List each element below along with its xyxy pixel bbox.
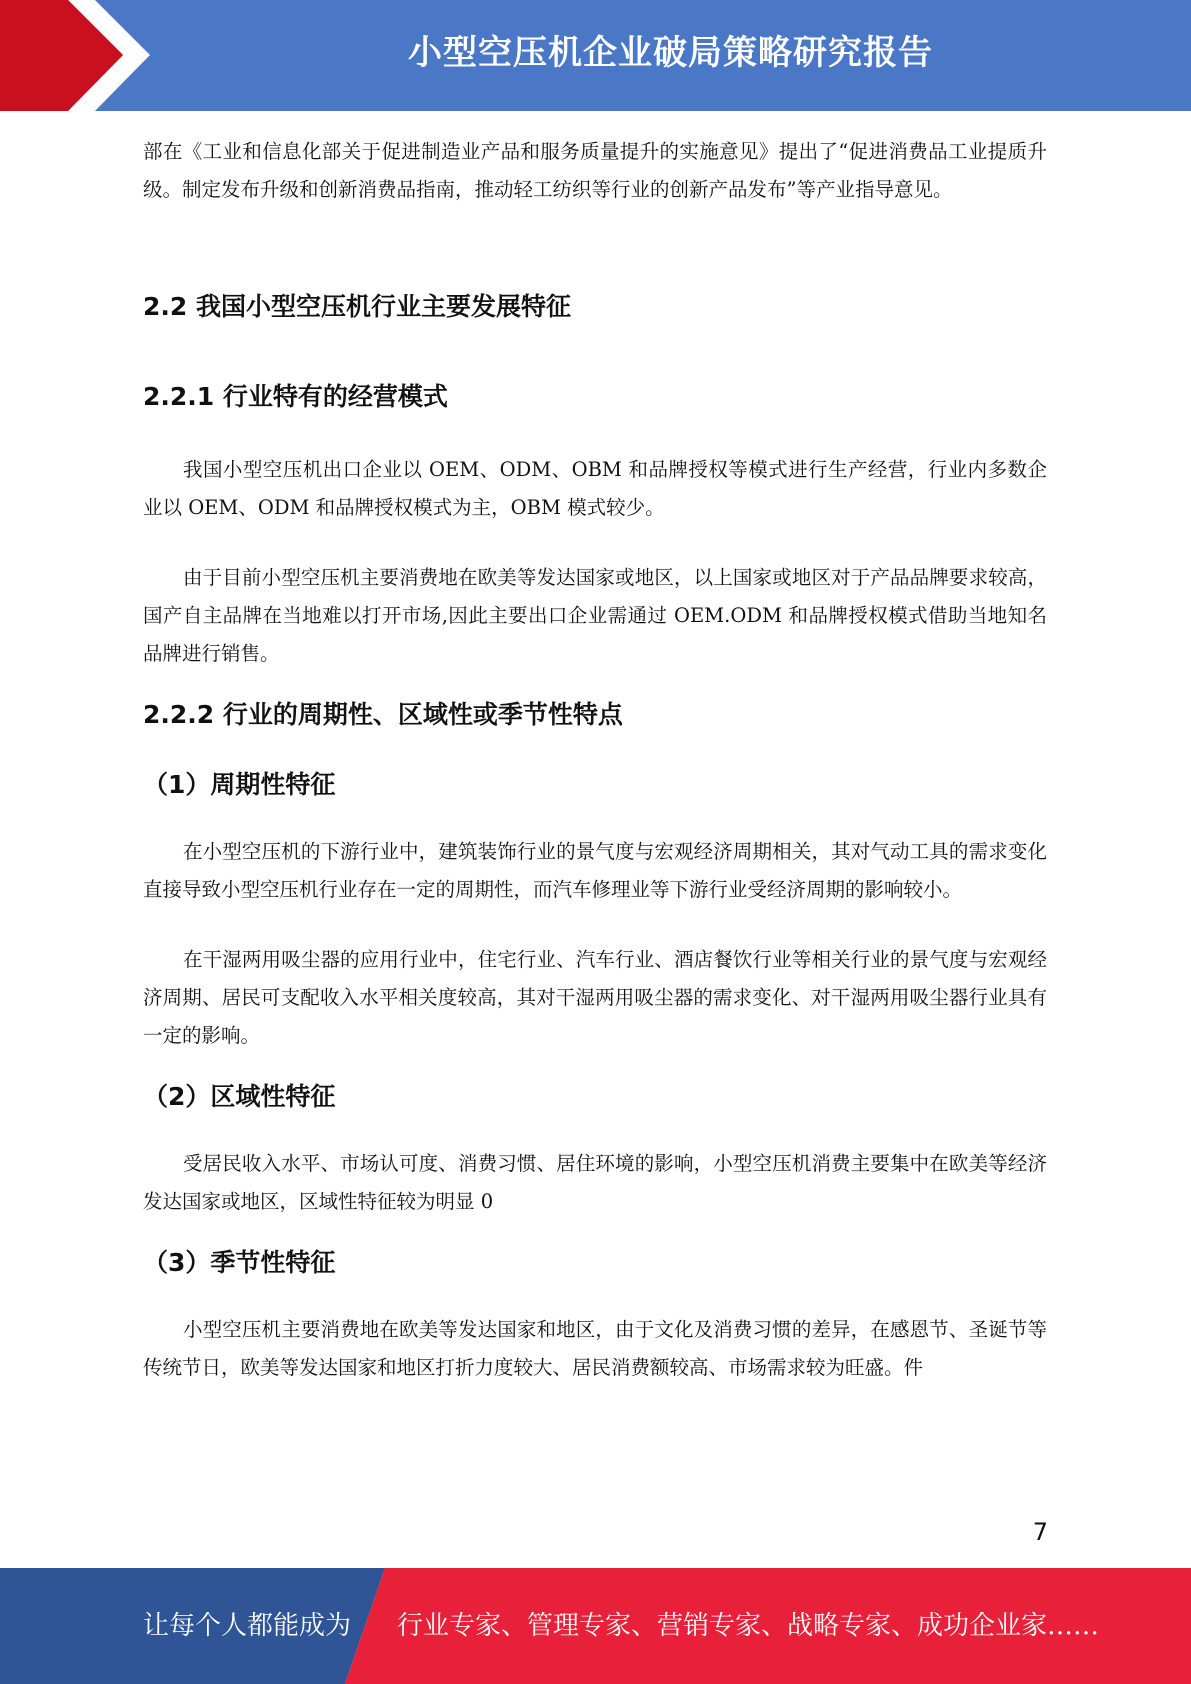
section-2-2-1-heading: 2.2.1 行业特有的经营模式 bbox=[143, 382, 448, 411]
subsection-cyclical-heading: （1）周期性特征 bbox=[143, 770, 336, 799]
footer-slogan-right: 行业专家、管理专家、营销专家、战略专家、成功企业家…… bbox=[397, 1611, 1100, 1641]
page-footer bbox=[0, 1568, 1191, 1684]
paragraph-cyclical-b: 在干湿两用吸尘器的应用行业中，住宅行业、汽车行业、酒店餐饮行业等相关行业的景气度与宏观经济周期、居民可支配收入水平相关度较高，其对干湿两用吸尘器的需求变化、对干湿两用吸尘器行业具有一定的影响。 bbox=[143, 948, 1047, 1047]
page-content bbox=[143, 133, 1047, 1387]
subsection-regional-heading: （2）区域性特征 bbox=[143, 1082, 336, 1111]
footer-slogan-left: 让每个人都能成为 bbox=[143, 1611, 352, 1641]
subsection-seasonal-heading: （3）季节性特征 bbox=[143, 1248, 336, 1277]
section-2-2-heading: 2.2 我国小型空压机行业主要发展特征 bbox=[143, 292, 571, 321]
paragraph-operating-model: 我国小型空压机出口企业以 OEM、ODM、OBM 和品牌授权等模式进行生产经营，行业内多数企业以 OEM、ODM 和品牌授权模式为主，OBM 模式较少。 bbox=[143, 458, 1047, 519]
intro-paragraph: 部在《工业和信息化部关于促进制造业产品和服务质量提升的实施意见》提出了“促进消费品工业提质升级。制定发布升级和创新消费品指南，推动轻工纺织等行业的创新产品发布”等产业指导意见。 bbox=[143, 140, 1047, 201]
page-header bbox=[0, 0, 1191, 111]
paragraph-seasonal: 小型空压机主要消费地在欧美等发达国家和地区，由于文化及消费习惯的差异，在感恩节、圣诞节等传统节日，欧美等发达国家和地区打折力度较大、居民消费额较高、市场需求较为旺盛。件 bbox=[143, 1318, 1047, 1379]
paragraph-cyclical-a: 在小型空压机的下游行业中，建筑装饰行业的景气度与宏观经济周期相关，其对气动工具的需求变化直接导致小型空压机行业存在一定的周期性，而汽车修理业等下游行业受经济周期的影响较小。 bbox=[143, 840, 1047, 901]
report-title: 小型空压机企业破局策略研究报告 bbox=[408, 33, 933, 73]
section-2-2-2-heading: 2.2.2 行业的周期性、区域性或季节性特点 bbox=[143, 700, 623, 729]
paragraph-regional: 受居民收入水平、市场认可度、消费习惯、居住环境的影响，小型空压机消费主要集中在欧美等经济发达国家或地区，区域性特征较为明显 0 bbox=[143, 1152, 1047, 1213]
page-number: 7 bbox=[1032, 1518, 1048, 1546]
paragraph-export-brands: 由于目前小型空压机主要消费地在欧美等发达国家或地区，以上国家或地区对于产品品牌要求较高，国产自主品牌在当地难以打开市场,因此主要出口企业需通过 OEM.ODM 和品牌授权模式借助当地知名品牌进行销售。 bbox=[143, 566, 1047, 665]
